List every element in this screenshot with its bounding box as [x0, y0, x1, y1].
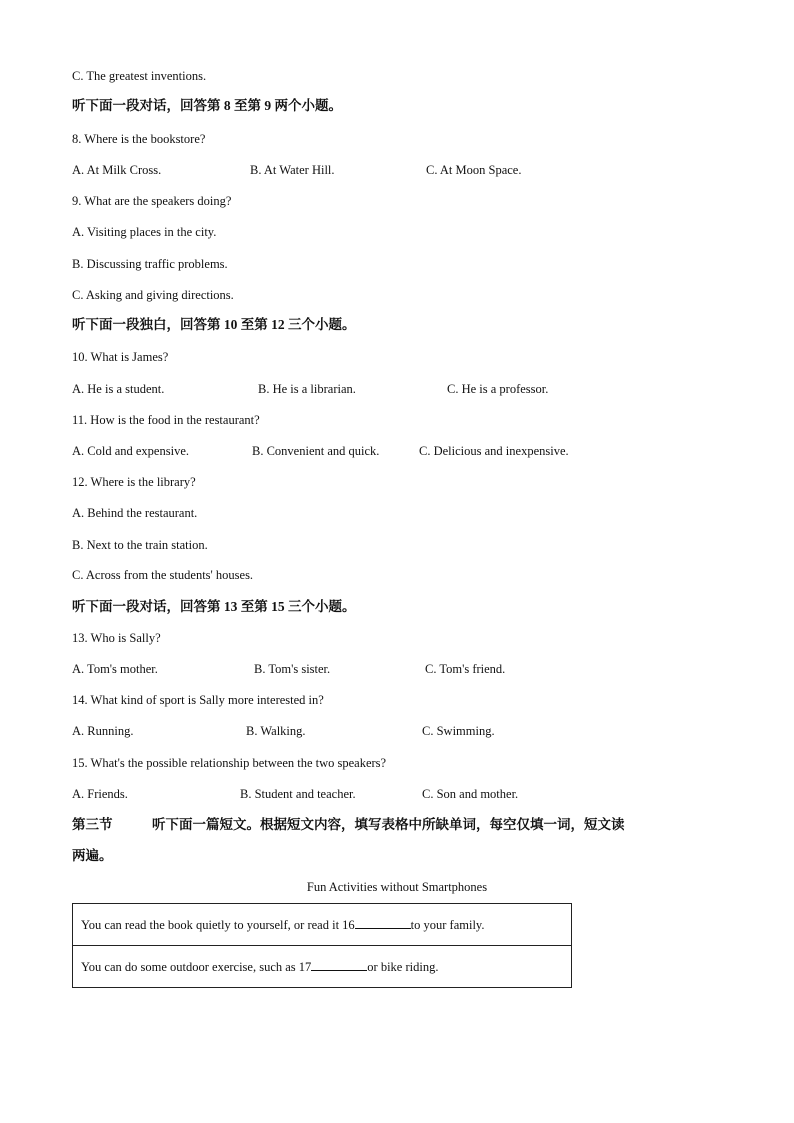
table-cell — [73, 946, 572, 988]
section-3-label: 第三节 — [72, 817, 113, 832]
table-cell — [73, 904, 572, 946]
section-heading-10-12: 听下面一段独白，回答第 10 至第 12 三个小题。 — [72, 317, 356, 332]
q15-option-a: A. Friends. — [72, 787, 128, 801]
blank-16[interactable] — [355, 917, 411, 929]
table-caption: Fun Activities without Smartphones — [306, 880, 488, 894]
q11-option-b: B. Convenient and quick. — [252, 444, 380, 458]
q11-option-a: A. Cold and expensive. — [72, 444, 189, 458]
q10-option-a: A. He is a student. — [72, 382, 165, 396]
q9-option-a: A. Visiting places in the city. — [72, 225, 217, 239]
q9-option-b: B. Discussing traffic problems. — [72, 257, 228, 271]
q8-option-b: B. At Water Hill. — [250, 163, 335, 177]
question-13: 13. Who is Sally? — [72, 631, 161, 645]
q14-option-a: A. Running. — [72, 724, 134, 738]
question-15: 15. What's the possible relationship between the two speakers? — [72, 756, 387, 770]
q15-option-b: B. Student and teacher. — [240, 787, 356, 801]
fill-in-table — [72, 903, 572, 988]
question-9: 9. What are the speakers doing? — [72, 194, 232, 208]
question-11: 11. How is the food in the restaurant? — [72, 413, 260, 427]
section-3-instruction: 听下面一篇短文。根据短文内容，填写表格中所缺单词，每空仅填一词，短文读 — [152, 817, 625, 832]
row2-text-before: You can do some outdoor exercise, such as 17 — [81, 959, 312, 974]
q9-option-c: C. Asking and giving directions. — [72, 288, 234, 302]
q12-option-c: C. Across from the students' houses. — [72, 568, 254, 582]
q14-option-b: B. Walking. — [246, 724, 306, 738]
table-row — [73, 946, 572, 988]
q11-option-c: C. Delicious and inexpensive. — [419, 444, 569, 458]
section-heading-8-9: 听下面一段对话，回答第 8 至第 9 两个小题。 — [72, 98, 342, 113]
q13-option-a: A. Tom's mother. — [72, 662, 158, 676]
q10-option-b: B. He is a librarian. — [258, 382, 356, 396]
q15-option-c: C. Son and mother. — [422, 787, 519, 801]
question-12: 12. Where is the library? — [72, 475, 196, 489]
question-8: 8. Where is the bookstore? — [72, 132, 206, 146]
section-heading-13-15: 听下面一段对话，回答第 13 至第 15 三个小题。 — [72, 599, 356, 614]
q13-option-b: B. Tom's sister. — [254, 662, 331, 676]
row2-text-after: or bike riding. — [367, 959, 439, 974]
q10-option-c: C. He is a professor. — [447, 382, 549, 396]
row1-text-before: You can read the book quietly to yourself, or read it 16 — [81, 917, 355, 932]
q12-option-a: A. Behind the restaurant. — [72, 506, 198, 520]
question-10: 10. What is James? — [72, 350, 169, 364]
q8-option-c: C. At Moon Space. — [426, 163, 522, 177]
section-3-instruction-cont: 两遍。 — [72, 848, 113, 863]
q14-option-c: C. Swimming. — [422, 724, 495, 738]
blank-17[interactable] — [311, 959, 367, 971]
question-14: 14. What kind of sport is Sally more interested in? — [72, 693, 324, 707]
row1-text-after: to your family. — [410, 917, 485, 932]
q8-option-a: A. At Milk Cross. — [72, 163, 162, 177]
q12-option-b: B. Next to the train station. — [72, 538, 208, 552]
q13-option-c: C. Tom's friend. — [425, 662, 506, 676]
table-row — [73, 904, 572, 946]
line-q7c: C. The greatest inventions. — [72, 69, 207, 83]
